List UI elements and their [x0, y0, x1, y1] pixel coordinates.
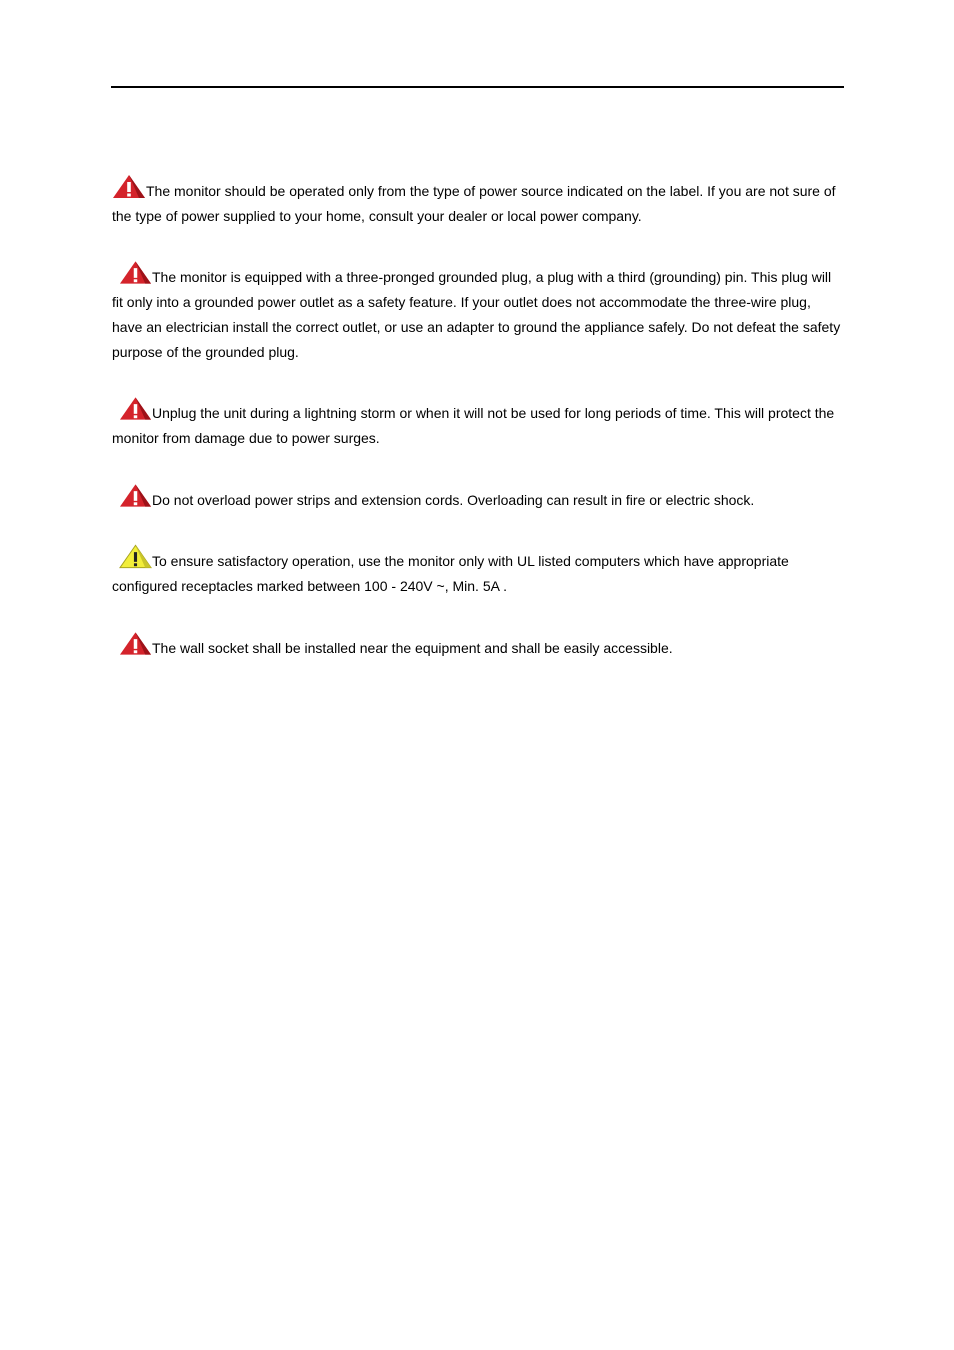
notice-power-source: [112, 174, 844, 229]
warning-triangle-yellow-icon: [119, 544, 152, 569]
warning-triangle-red-icon: [119, 631, 152, 656]
warning-triangle-red-icon: [112, 174, 146, 199]
notice-overload: [112, 483, 844, 513]
notice-lightning-storm: [112, 396, 844, 451]
notice-wall-socket: [112, 631, 844, 661]
notice-text: Unplug the unit during a lightning storm or when it will not be used for long periods of time. This will protect the monitor from damage due to power surges.: [112, 405, 835, 446]
warning-triangle-red-icon: [119, 396, 152, 421]
notice-text: The wall socket shall be installed near the equipment and shall be easily accessible.: [152, 640, 673, 656]
notice-text: The monitor is equipped with a three-pronged grounded plug, a plug with a third (grounding) pin. This plug will fit only into a grounded power outlet as a safety feature. If your outlet does not accommodate the three-wire plug, have an electrician install the correct outlet, or use an adapter to ground the appliance safely. Do not defeat the safety purpose of the grounded plug.: [112, 269, 841, 360]
notice-text: Do not overload power strips and extension cords. Overloading can result in fire or electric shock.: [152, 492, 755, 508]
warning-triangle-red-icon: [119, 260, 152, 285]
notice-grounded-plug: [112, 260, 844, 365]
warning-triangle-red-icon: [119, 483, 152, 508]
notice-text: The monitor should be operated only from the type of power source indicated on the label. If you are not sure of the type of power supplied to your home, consult your dealer or local power company.: [112, 183, 836, 224]
notice-text: To ensure satisfactory operation, use the monitor only with UL listed computers which have appropriate configured receptacles marked between 100 - 240V ~, Min. 5A .: [112, 553, 789, 594]
header-rule: [111, 86, 844, 88]
notice-ul-listed: [112, 544, 844, 599]
